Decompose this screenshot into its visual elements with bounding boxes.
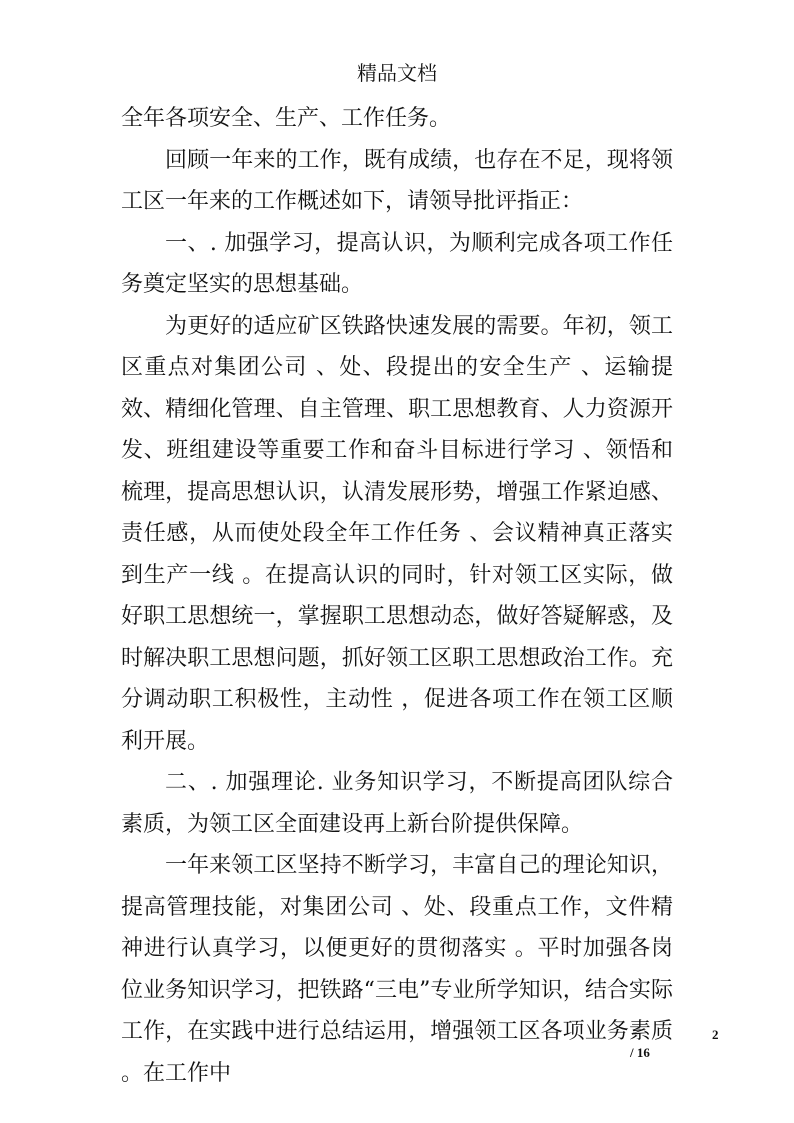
paragraph: 一年来领工区坚持不断学习，丰富自己的理论知识，提高管理技能，对集团公司 、处、段重点工作，文件精神进行认真学习，以便更好的贯彻落实 。平时加强各岗位业务知识学习，把铁路“三电”专业所学知识，结合实际工作，在实践中进行总结运用，增强领工区各项业务素质 。在工作中 xyxy=(121,853,673,1086)
page-total: / 16 xyxy=(630,1045,650,1060)
section-heading: 一、. 加强学习，提高认识，为顺利完成各项工作任务奠定坚实的思想基础。 xyxy=(121,230,673,297)
document-body xyxy=(121,98,673,1094)
paragraph: 全年各项安全、生产、工作任务。 xyxy=(121,106,452,131)
page-number: 2 xyxy=(712,1027,719,1042)
paragraph: 回顾一年来的工作，既有成绩，也存在不足，现将领工区一年来的工作概述如下，请领导批评指正： xyxy=(121,147,673,214)
paragraph: 为更好的适应矿区铁路快速发展的需要。年初，领工区重点对集团公司 、处、段提出的安全生产 、运输提效、精细化管理、自主管理、职工思想教育、人力资源开发、班组建设等重要工作和奋斗目标进行学习 、领悟和梳理，提高思想认识，认清发展形势，增强工作紧迫感、责任感，从而使处段全年工作任务 、会议精神真正落实到生产一线 。在提高认识的同时，针对领工区实际，做好职工思想统一，掌握职工思想动态，做好答疑解惑，及时解决职工思想问题，抓好领工区职工思想政治工作。充分调动职工积极性，主动性 ，促进各项工作在领工区顺利开展。 xyxy=(121,313,673,754)
document-header: 精品文档 xyxy=(357,61,437,85)
section-heading: 二、. 加强理论. 业务知识学习，不断提高团队综合素质，为领工区全面建设再上新台阶提供保障。 xyxy=(121,770,673,837)
